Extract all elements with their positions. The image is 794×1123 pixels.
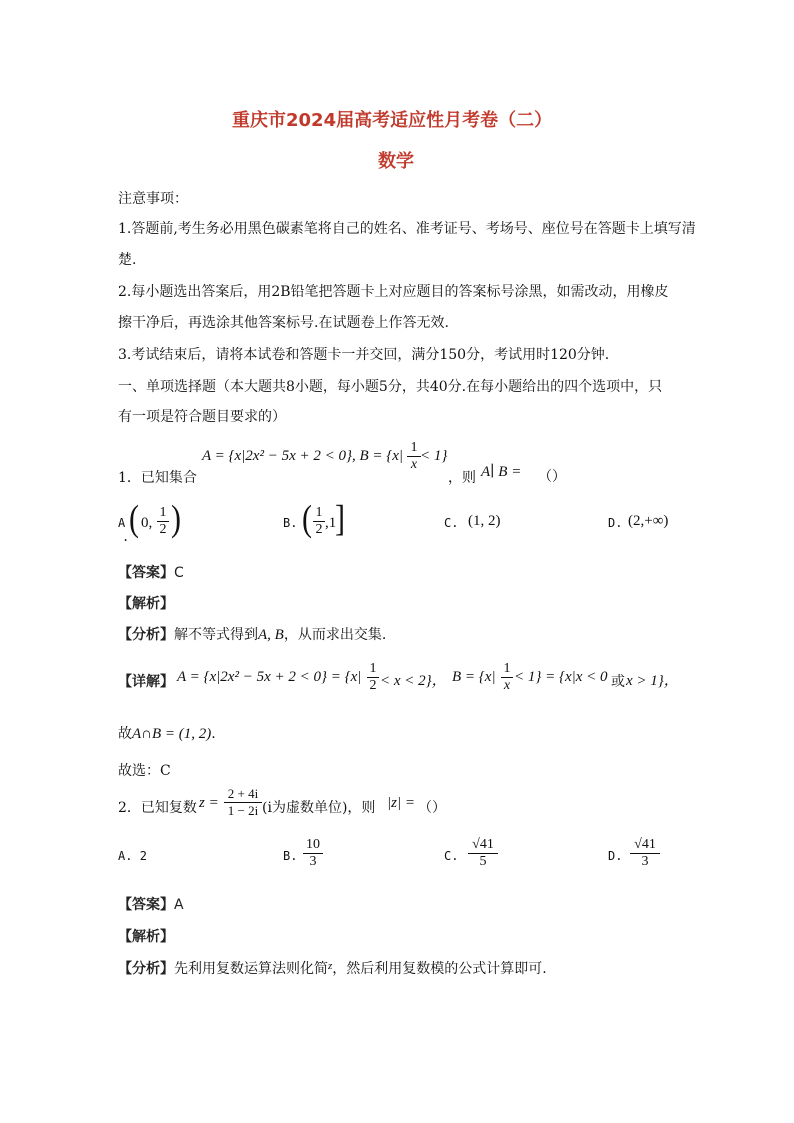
q1-set-b-fraction [407,440,421,473]
section-heading-cont: 有一项是符合题目要求的） [118,409,286,425]
q2-option-c-label: C. [444,849,459,863]
q1-detail-fraction-b [501,661,513,694]
q1-detail-frac-a-den: 2 [367,677,379,694]
q2-option-b-den: 3 [303,853,323,870]
q1-detail-set-b-tail: < 1} = {x|x < 0 [514,669,608,685]
q1-option-a-dot: . [122,530,130,544]
q1-detail-or: 或 [611,674,625,690]
notice-item-1: 1.答题前,考生务必用黑色碳素笔将自己的姓名、准考证号、考场号、座位号在答题卡上填写清 [118,221,696,237]
subject-title: 数学 [378,151,414,172]
q1-option-c-label: C. [444,516,459,530]
q2-option-c-fraction [468,837,498,870]
q2-answer-value: A [174,897,184,913]
q1-detail-frac-b-den: x [501,677,513,694]
q1-conclusion-math: A∩B = (1, 2) [132,726,212,742]
q2-frac-den: 1 − 2i [224,802,262,819]
q2-option-c-den: 5 [468,853,498,870]
q2-z-eq: z = [199,795,219,811]
q1-option-a-label: A [118,516,126,530]
q2-analysis-label: 【解析】 [118,929,174,945]
q1-detail-frac-b-num: 1 [503,661,511,676]
q2-option-d-num: √41 [634,837,656,852]
q2-fenxi-text: 先利用复数运算法则化简 [174,961,328,977]
q1-option-d-value: (2,+∞) [628,513,669,529]
notice-item-2-cont: 擦干净后，再选涂其他答案标号.在试题卷上作答无效. [118,315,449,331]
page-title: 重庆市2024届高考适应性月考卷（二） [232,110,553,131]
q1-option-a-text: 0, [141,515,153,531]
q1-option-a-close: ) [171,497,181,539]
q2-answer-label [118,894,184,914]
q1-option-a-den: 2 [157,521,169,538]
q1-option-b-open: ( [302,497,312,539]
q1-option-b-fraction [313,505,325,538]
q1-option-a-fraction [157,505,169,538]
q2-option-d-fraction [630,837,660,870]
q2-option-a-value: 2 [139,849,147,863]
q1-choose: 故选：C [118,763,171,779]
q1-fenxi [118,624,386,644]
q2-paren: （） [418,800,446,816]
q1-option-b-den: 2 [313,521,325,538]
q1-option-a-value: ( [129,497,139,539]
q1-set-a: A = {x|2x² − 5x + 2 < 0}, B = {x| [202,448,404,464]
q2-option-b-label: B. [283,849,298,863]
q2-fraction [224,786,262,819]
q1-fenxi-text: 解不等式得到 [174,627,258,643]
q1-frac-den: x [407,456,421,473]
q2-stem-mid: (i为虚数单位)，则 [262,800,376,816]
q1-answer-tag: 【答案】 [118,565,174,581]
q1-detail-set-b-end: x > 1}， [626,673,679,689]
notice-item-2: 2.每小题选出答案后，用2B铅笔把答题卡上对应题目的答案标号涂黑，如需改动，用橡皮 [118,284,669,300]
q2-stem: 2．已知复数 [118,800,197,816]
q1-option-b-num: 1 [315,505,323,520]
q1-fenxi-tail: ，从而求出交集. [283,627,387,643]
q1-fenxi-math: A, B [258,627,284,643]
q2-option-c-num: √41 [472,837,494,852]
q1-detail-set-a: A = {x|2x² − 5x + 2 < 0} = {x| [177,669,362,685]
q1-stem: 1．已知集合 [118,470,197,486]
q2-option-a [118,849,147,863]
q1-detail-frac-a-num: 1 [369,661,377,676]
q1-detail-set-a-tail: < x < 2}， [380,673,447,689]
q2-option-b-num: 10 [306,837,320,852]
q2-fenxi-tag: 【分析】 [118,961,174,977]
q1-option-b-label: B. [283,516,298,530]
q2-option-d-label: D. [608,849,623,863]
q2-option-d-den: 3 [630,853,660,870]
q2-fenxi [118,958,547,978]
q1-conclusion [118,723,216,743]
q1-option-d-label: D. [608,516,623,530]
q2-option-b-fraction [303,837,323,870]
section-heading: 一、单项选择题（本大题共8小题，每小题5分，共40分.在每小题给出的四个选项中，只 [118,379,663,395]
q1-option-c-value: (1, 2) [468,513,501,529]
q1-paren: （） [538,469,566,485]
q2-fenxi-math: z [328,960,333,972]
q1-option-b-tail: ,1 [325,515,337,531]
q1-set-b-tail: < 1} [420,448,448,464]
q2-answer-tag: 【答案】 [118,897,174,913]
q1-ask: A∣ B = [481,464,522,480]
q1-conclusion-prefix: 故 [118,726,132,742]
notice-item-3: 3.考试结束后，请将本试卷和答题卡一并交回，满分150分，考试用时120分钟. [118,347,610,363]
q1-stem-mid: ，则 [448,470,476,486]
q1-option-b-close: ] [335,497,345,539]
q1-conclusion-end: . [211,726,216,742]
q1-detail-fraction-a [367,661,379,694]
q1-detail-set-b: B = {x| [452,669,496,685]
q1-answer-label [118,562,184,582]
q2-frac-num: 2 + 4i [227,786,259,801]
notice-heading: 注意事项： [118,191,188,207]
notice-item-1-cont: 楚. [118,252,137,268]
q1-option-a-num: 1 [159,505,167,520]
q2-fenxi-tail: ，然后利用复数模的公式计算即可. [332,961,547,977]
q1-answer-value: C [174,565,184,581]
q1-detail-label: 【详解】 [118,674,174,690]
q1-fenxi-tag: 【分析】 [118,627,174,643]
q2-abs: |z| = [387,795,415,811]
q2-option-a-label: A. [118,849,133,863]
q1-frac-num: 1 [410,440,418,455]
q1-analysis-label: 【解析】 [118,596,174,612]
